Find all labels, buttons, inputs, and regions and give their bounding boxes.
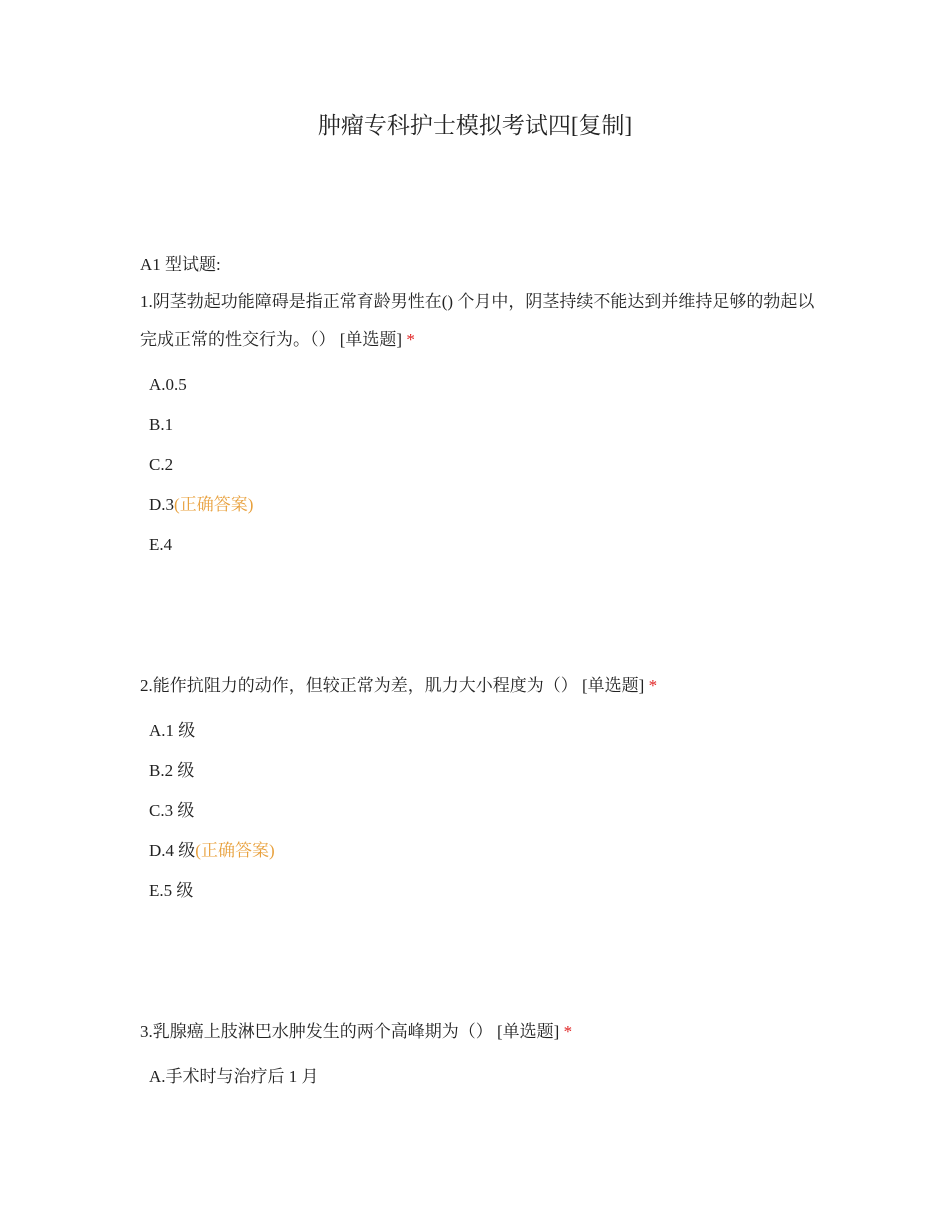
option-label: D.4 级	[149, 841, 196, 860]
option-c[interactable]	[149, 791, 820, 831]
option-label: C.3 级	[149, 801, 195, 820]
question-1	[140, 283, 820, 565]
option-d[interactable]	[149, 485, 820, 525]
option-label: A.0.5	[149, 375, 187, 394]
option-a[interactable]	[149, 365, 820, 405]
option-e[interactable]	[149, 525, 820, 565]
option-label: E.5 级	[149, 881, 194, 900]
question-text: 3.乳腺癌上肢淋巴水肿发生的两个高峰期为（） [单选题]	[140, 1022, 560, 1041]
question-stem	[140, 1013, 820, 1051]
option-label: C.2	[149, 455, 174, 474]
question-2	[140, 667, 820, 911]
section-label: A1 型试题:	[140, 255, 221, 274]
option-b[interactable]	[149, 751, 820, 791]
option-e[interactable]	[149, 871, 820, 911]
option-list	[149, 365, 820, 565]
question-3	[140, 1013, 820, 1097]
option-label: A.手术时与治疗后 1 月	[149, 1067, 319, 1086]
option-a[interactable]	[149, 711, 820, 751]
required-mark: *	[648, 676, 658, 695]
option-label: A.1 级	[149, 721, 196, 740]
option-d[interactable]	[149, 831, 820, 871]
question-text: 1.阴茎勃起功能障碍是指正常育龄男性在() 个月中，阴茎持续不能达到并维持足够的勃起以完成正常的性交行为。（） [单选题]	[140, 292, 815, 349]
option-label: D.3	[149, 495, 175, 514]
option-b[interactable]	[149, 405, 820, 445]
option-label: E.4	[149, 535, 173, 554]
question-text: 2.能作抗阻力的动作，但较正常为差，肌力大小程度为（） [单选题]	[140, 676, 645, 695]
option-list	[149, 711, 820, 911]
required-mark: *	[406, 330, 415, 349]
question-stem	[140, 667, 820, 705]
correct-answer-tag: (正确答案)	[174, 495, 254, 514]
question-stem	[140, 283, 820, 359]
option-list	[149, 1057, 820, 1097]
option-c[interactable]	[149, 445, 820, 485]
page-title: 肿瘤专科护士模拟考试四[复制]	[317, 113, 633, 138]
required-mark: *	[563, 1022, 573, 1041]
correct-answer-tag: (正确答案)	[195, 841, 275, 860]
option-label: B.1	[149, 415, 174, 434]
option-label: B.2 级	[149, 761, 195, 780]
option-a[interactable]	[149, 1057, 820, 1097]
